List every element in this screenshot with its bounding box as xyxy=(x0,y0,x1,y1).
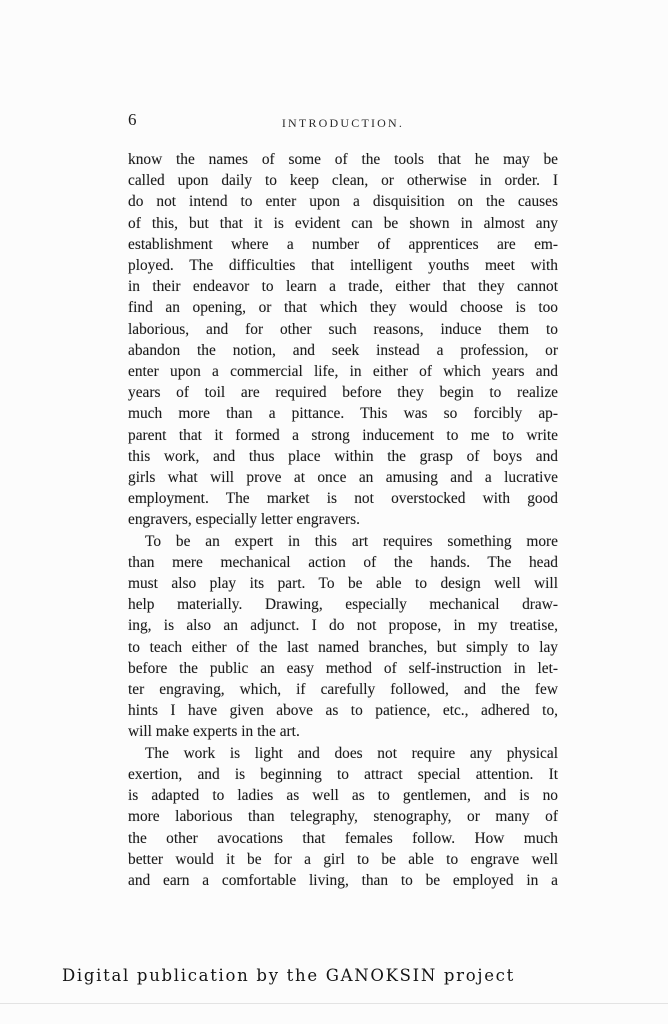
text-line: in their endeavor to learn a trade, either that they cannot xyxy=(128,278,558,296)
text-line: laborious, and for other such reasons, induce them to xyxy=(128,320,558,338)
text-block xyxy=(128,110,558,891)
text-line: hints I have given above as to patience, etc., adhered to, xyxy=(128,702,558,720)
running-title: INTRODUCTION. xyxy=(281,116,405,130)
text-line: the other avocations that females follow. How much xyxy=(128,829,558,847)
text-line: The work is light and does not require any physical xyxy=(145,744,558,762)
text-line: ter engraving, which, if carefully followed, and the few xyxy=(128,681,558,699)
footer-credit: Digital publication by the GANOKSIN project xyxy=(62,966,515,985)
page-body xyxy=(128,149,558,891)
text-line: girls what will prove at once an amusing and a lucrative xyxy=(128,469,558,487)
paragraph xyxy=(128,531,558,743)
text-line: to teach either of the last named branches, but simply to lay xyxy=(128,638,558,656)
text-line: find an opening, or that which they would choose is too xyxy=(128,299,558,317)
text-line: employment. The market is not overstocked with good xyxy=(128,490,558,508)
text-line: called upon daily to keep clean, or otherwise in order. I xyxy=(128,172,558,190)
page-header xyxy=(128,110,558,132)
text-line: years of toil are required before they begin to realize xyxy=(128,384,558,402)
text-line: abandon the notion, and seek instead a profession, or xyxy=(128,341,558,359)
text-line: exertion, and is beginning to attract special attention. It xyxy=(128,765,558,783)
text-line: To be an expert in this art requires something more xyxy=(145,532,558,550)
text-line: ing, is also an adjunct. I do not propose, in my treatise, xyxy=(128,617,558,635)
text-line: help materially. Drawing, especially mechanical draw- xyxy=(128,596,558,614)
paragraph xyxy=(128,743,558,891)
text-line: establishment where a number of apprentices are em- xyxy=(128,235,558,253)
text-line: know the names of some of the tools that he may be xyxy=(128,151,558,168)
text-line: do not intend to enter upon a disquisition on the causes xyxy=(128,193,558,211)
text-line: ployed. The difficulties that intelligent youths meet with xyxy=(128,257,558,275)
text-line: better would it be for a girl to be able to engrave well xyxy=(128,850,558,868)
text-line: and earn a comfortable living, than to be employed in a xyxy=(128,871,558,889)
text-line: will make experts in the art. xyxy=(128,723,300,741)
text-line: this work, and thus place within the grasp of boys and xyxy=(128,447,558,465)
text-line: before the public an easy method of self-instruction in let- xyxy=(128,659,558,677)
text-line: more laborious than telegraphy, stenography, or many of xyxy=(128,808,558,826)
text-line: than mere mechanical action of the hands. The head xyxy=(128,553,558,571)
text-line: engravers, especially letter engravers. xyxy=(128,511,361,529)
text-line: of this, but that it is evident can be shown in almost any xyxy=(128,214,558,232)
text-line: parent that it formed a strong inducement to me to write xyxy=(128,426,558,444)
text-line: must also play its part. To be able to design well will xyxy=(128,575,558,593)
text-line: much more than a pittance. This was so forcibly ap- xyxy=(128,405,558,423)
page-edge-line xyxy=(0,1003,668,1004)
page-number: 6 xyxy=(128,110,137,129)
paragraph xyxy=(128,149,558,531)
text-line: is adapted to ladies as well as to gentlemen, and is no xyxy=(128,787,558,805)
text-line: enter upon a commercial life, in either of which years and xyxy=(128,363,558,381)
